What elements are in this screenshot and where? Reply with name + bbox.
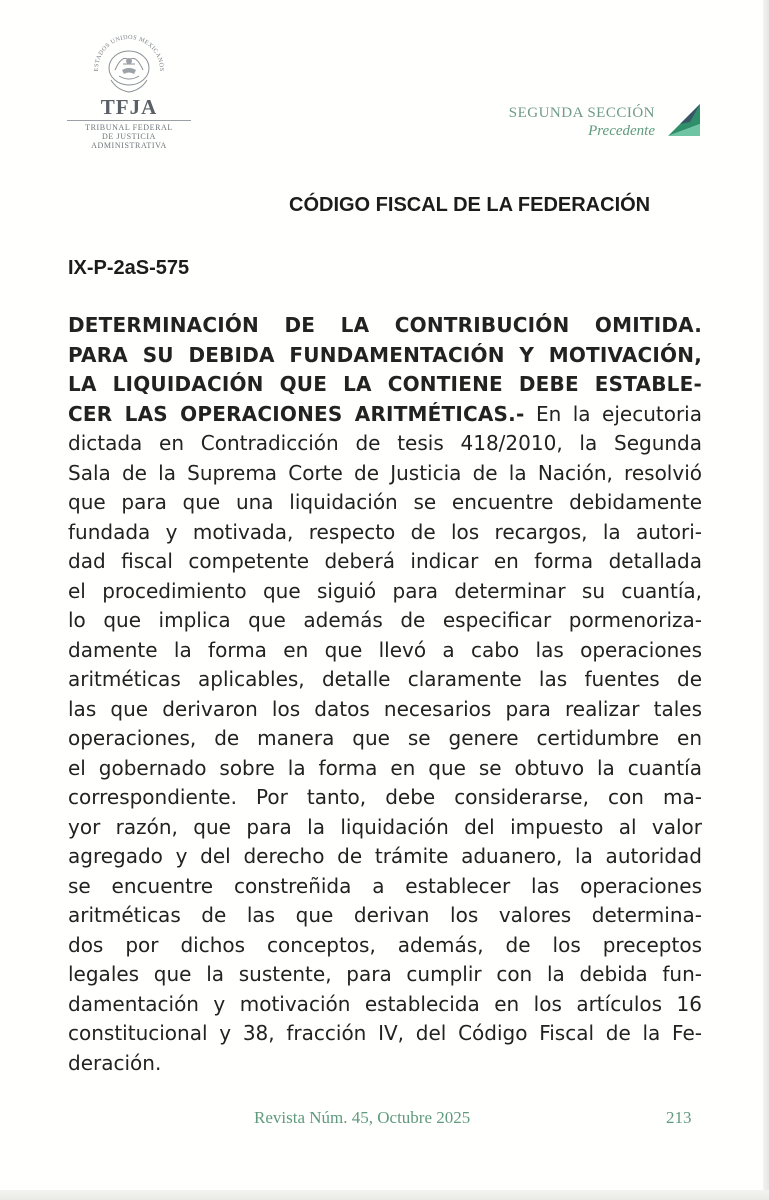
thesis-body-text: las que derivaron los datos necesarios para realizar tales [68,696,702,721]
body-line [68,518,702,548]
thesis-body-text: el gobernado sobre la forma en que se obtuvo la cuantía [68,755,702,780]
body-line [68,547,702,577]
logo-divider [67,120,191,121]
thesis-body-text: fundada y motivada, respecto de los recargos, la autori- [68,519,702,544]
page-number: 213 [666,1108,692,1127]
thesis-body-text: Sala de la Suprema Corte de Justicia de la Nación, resolvió [68,460,702,485]
section-label [509,104,655,140]
thesis-body-text: que para que una liquidación se encuentre debidamente [68,490,702,514]
thesis-body-text: legales que la sustente, para cumplir con la debida fun- [68,962,702,986]
thesis-body-text: aritméticas de las que derivan los valores determina- [68,903,702,927]
page-edge-bottom [0,1190,769,1200]
thesis-body-text: lo que implica que además de especificar pormenoriza- [68,608,702,632]
body-line [68,990,702,1020]
thesis-heading-text: PARA SU DEBIDA FUNDAMENTACIÓN Y MOTIVACIÓN, [68,342,702,367]
body-line [68,606,702,636]
thesis-body-text: En la ejecutoria [524,401,702,426]
thesis-body-text: correspondiente. Por tanto, debe considerarse, con ma- [68,785,702,809]
thesis-body-text: yor razón, que para la liquidación del impuesto al valor [68,814,702,839]
thesis-body-text: damente la forma en que llevó a cabo las operaciones [68,637,702,662]
body-line [68,577,702,607]
body-line [68,813,702,843]
seal-arc-text: ESTADOS UNIDOS MEXICANOS [92,33,166,72]
body-line [68,341,702,371]
thesis-body-text: agregado y del derecho de trámite aduanero, la autoridad [68,844,702,868]
body-line [68,370,702,400]
body-line [68,695,702,725]
thesis-body-text: constitucional y 38, fracción IV, del Código Fiscal de la Fe- [68,1021,702,1045]
thesis-body-text: deración. [68,1050,162,1075]
body-line [68,459,702,489]
logo-abbreviation: TFJA [100,95,158,119]
thesis-body-text: damentación y motivación establecida en los artículos 16 [68,991,702,1016]
thesis-body-text: dictada en Contradicción de tesis 418/2010, la Segunda [68,431,702,455]
thesis-body [68,311,702,1078]
body-line [68,960,702,990]
svg-text:ESTADOS UNIDOS MEXICANOS [93,34,165,72]
tfja-logo [66,30,192,150]
thesis-heading-text: LA LIQUIDACIÓN QUE LA CONTIENE DEBE ESTABLE- [68,372,702,396]
body-line [68,783,702,813]
thesis-body-text: se encuentre constreñida a establecer las operaciones [68,873,702,898]
thesis-body-text: dos por dichos conceptos, además, de los preceptos [68,932,702,957]
body-line [68,1049,702,1079]
thesis-heading-text: CER LAS OPERACIONES ARITMÉTICAS.- [68,401,525,426]
thesis-body-text: operaciones, de manera que se genere certidumbre en [68,726,702,750]
section-subtitle: Precedente [588,123,655,139]
thesis-body-text: el procedimiento que siguió para determinar su cuantía, [68,578,702,603]
coat-of-arms-seal [89,30,169,96]
triangle-emblem-icon [666,102,702,138]
thesis-code: IX-P-2aS-575 [68,257,190,279]
body-line [68,872,702,902]
thesis-body-text: aritméticas aplicables, detalle claramente las fuentes de [68,667,702,691]
thesis-body-text: dad fiscal competente deberá indicar en forma detallada [68,549,702,573]
logo-name-line-1: TRIBUNAL FEDERAL [85,123,173,132]
body-line [68,1019,702,1049]
body-line [68,724,702,754]
body-line [68,665,702,695]
publication-title: Revista Núm. 45, Octubre 2025 [254,1108,471,1127]
law-title: CÓDIGO FISCAL DE LA FEDERACIÓN [289,194,651,216]
body-line [68,931,702,961]
body-line [68,488,702,518]
section-title: SEGUNDA SECCIÓN [508,105,655,121]
page-edge-right [763,0,769,1200]
body-line [68,311,702,341]
body-line [68,842,702,872]
body-line [68,754,702,784]
body-line [68,400,702,430]
body-line [68,901,702,931]
logo-name-line-2: DE JUSTICIA ADMINISTRATIVA [91,132,167,150]
body-line [68,636,702,666]
body-line [68,429,702,459]
thesis-heading-text: DETERMINACIÓN DE LA CONTRIBUCIÓN OMITIDA. [68,313,702,337]
